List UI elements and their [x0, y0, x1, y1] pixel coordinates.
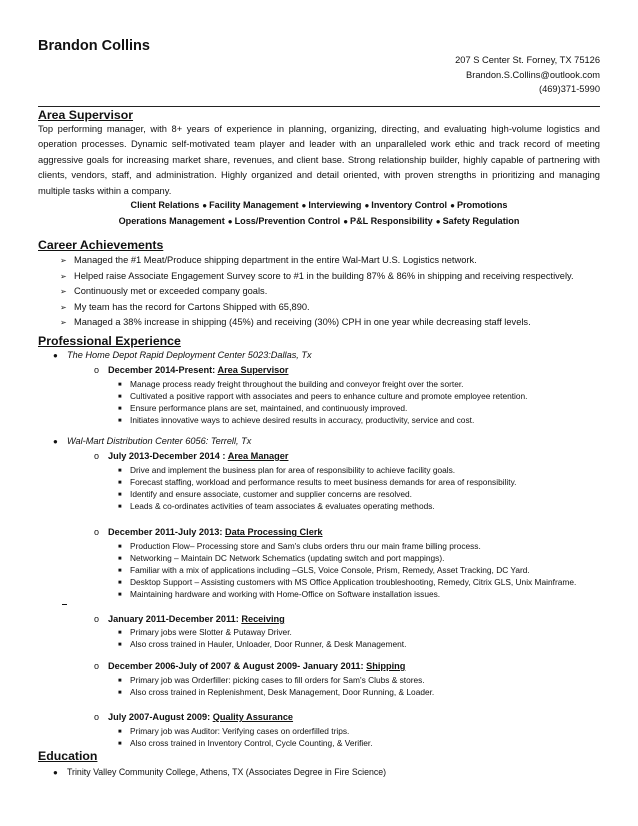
bullet-icon: ● [343, 217, 349, 226]
square-bullet-icon: ■ [118, 504, 122, 510]
task-text: Drive and implement the business plan for area of responsibility to achieve facility goals. [130, 465, 456, 475]
square-bullet-icon: ■ [118, 568, 122, 574]
task-text: Cultivated a positive rapport with associates and peers to enhance culture and promote employee retention. [130, 391, 528, 401]
skill: Promotions [456, 200, 508, 210]
circle-bullet-icon: o [94, 712, 100, 722]
skill: Facility Management [209, 200, 299, 210]
square-bullet-icon: ■ [118, 492, 122, 498]
task-item [118, 687, 434, 697]
role-quality-assurance [94, 712, 293, 722]
bullet-icon: ● [53, 437, 58, 446]
achievement-item [60, 286, 267, 296]
bullet-icon: ● [364, 201, 370, 210]
achievement-text: Managed a 38% increase in shipping (45%) and receiving (30%) CPH in one year while decreasing staff levels. [74, 317, 531, 327]
square-bullet-icon: ■ [118, 418, 122, 424]
task-item [118, 477, 516, 487]
arrow-bullet-icon: ➢ [60, 287, 67, 296]
achievement-item [60, 271, 574, 281]
square-bullet-icon: ■ [118, 741, 122, 747]
task-text: Initiates innovative ways to achieve desired results in accuracy, productivity, service and cost. [130, 415, 475, 425]
square-bullet-icon: ■ [118, 544, 122, 550]
task-text: Production Flow– Processing store and Sam's clubs orders thru our main frame billing process. [130, 541, 481, 551]
task-item [118, 501, 435, 511]
task-text: Leads & co-ordinates activities of team associates & evaluates operating methods. [130, 501, 435, 511]
task-text: Ensure performance plans are set, maintained, and continuously improved. [130, 403, 408, 413]
role-dates: July 2013-December 2014 : [108, 451, 226, 461]
phone: (469)371-5990 [539, 84, 600, 94]
square-bullet-icon: ■ [118, 468, 122, 474]
task-text: Also cross trained in Replenishment, Desk Management, Door Running, & Loader. [130, 687, 435, 697]
square-bullet-icon: ■ [118, 630, 122, 636]
bullet-icon: ● [227, 217, 233, 226]
circle-bullet-icon: o [94, 661, 100, 671]
education-heading: Education [38, 749, 98, 763]
square-bullet-icon: ■ [118, 480, 122, 486]
task-item [118, 639, 406, 649]
task-item [118, 726, 349, 736]
task-item [118, 627, 292, 637]
role-area-supervisor [94, 365, 288, 375]
education-text: Trinity Valley Community College, Athens, TX (Associates Degree in Fire Science) [67, 767, 387, 777]
arrow-bullet-icon: ➢ [60, 256, 67, 265]
square-bullet-icon: ■ [118, 642, 122, 648]
achievement-text: Helped raise Associate Engagement Survey score to #1 in the building 87% & 86% in shipping and receiving respectively. [74, 271, 574, 281]
task-item [118, 553, 444, 563]
role-dates: December 2006-July of 2007 & August 2009- January 2011: [108, 661, 364, 671]
achievements-heading: Career Achievements [38, 238, 164, 252]
skill: Interviewing [308, 200, 362, 210]
role-dates: December 2014-Present: [108, 365, 216, 375]
task-item [118, 541, 481, 551]
task-text: Also cross trained in Hauler, Unloader, Door Runner, & Desk Management. [130, 639, 407, 649]
skills-row-2 [38, 216, 600, 226]
square-bullet-icon: ■ [118, 580, 122, 586]
achievement-item [60, 317, 531, 327]
task-text: Primary jobs were Slotter & Putaway Driver. [130, 627, 292, 637]
square-bullet-icon: ■ [118, 690, 122, 696]
square-bullet-icon: ■ [118, 678, 122, 684]
arrow-bullet-icon: ➢ [60, 318, 67, 327]
circle-bullet-icon: o [94, 614, 100, 624]
skill: Safety Regulation [442, 216, 520, 226]
task-item [118, 565, 530, 575]
candidate-name: Brandon Collins [38, 38, 150, 54]
square-bullet-icon: ■ [118, 406, 122, 412]
task-text: Primary job was Auditor: Verifying cases on orderfilled trips. [130, 726, 350, 736]
role-title: Data Processing Clerk [224, 527, 323, 537]
summary-heading: Area Supervisor [38, 108, 134, 122]
role-title: Shipping [366, 661, 406, 671]
employer-text: Wal-Mart Distribution Center 6056: Terrell, Tx [67, 436, 252, 446]
role-shipping [94, 661, 405, 671]
task-text: Networking – Maintain DC Network Schematics (updating switch and port mappings). [130, 553, 445, 563]
task-text: Identify and ensure associate, customer and supplier concerns are resolved. [130, 489, 412, 499]
divider-summary [38, 106, 600, 107]
square-bullet-icon: ■ [118, 592, 122, 598]
skill: Client Relations [130, 200, 200, 210]
achievement-text: Managed the #1 Meat/Produce shipping department in the entire Wal-Mart U.S. Logistics network. [74, 255, 477, 265]
task-item [118, 391, 528, 401]
task-text: Manage process ready freight throughout the building and conveyor freight over the sorter. [130, 379, 464, 389]
circle-bullet-icon: o [94, 527, 100, 537]
task-item [118, 415, 474, 425]
task-text: Maintaining hardware and working with Home-Office on Software installation issues. [130, 589, 441, 599]
square-bullet-icon: ■ [118, 382, 122, 388]
square-bullet-icon: ■ [118, 729, 122, 735]
role-title: Quality Assurance [212, 712, 294, 722]
circle-bullet-icon: o [94, 451, 100, 461]
role-area-manager [94, 451, 288, 461]
bullet-icon: ● [202, 201, 208, 210]
achievement-item [60, 302, 310, 312]
bullet-icon: ● [53, 768, 58, 777]
education-item [53, 767, 386, 777]
task-item [118, 738, 373, 748]
achievement-item [60, 255, 477, 265]
arrow-bullet-icon: ➢ [60, 272, 67, 281]
address: 207 S Center St. Forney, TX 75126 [455, 55, 600, 65]
role-dates: July 2007-August 2009: [108, 712, 211, 722]
skill: Inventory Control [371, 200, 448, 210]
bullet-icon: ● [53, 351, 58, 360]
employer-text: The Home Depot Rapid Deployment Center 5023:Dallas, Tx [67, 350, 312, 360]
task-item [118, 465, 455, 475]
task-item [118, 489, 412, 499]
employer-home-depot [53, 350, 312, 360]
role-title: Area Manager [227, 451, 289, 461]
task-text: Forecast staffing, workload and performance results to meet business demands for area of responsibility. [130, 477, 517, 487]
task-item [118, 577, 576, 587]
bullet-icon: ● [450, 201, 455, 210]
task-item [118, 379, 464, 389]
task-text: Familiar with a mix of applications including –GLS, Voice Console, Prism, Remedy, Asset Tracking, DC Yard. [130, 565, 530, 575]
square-bullet-icon: ■ [118, 556, 122, 562]
task-item [118, 589, 440, 599]
contact-block [455, 53, 600, 97]
stray-mark [62, 604, 67, 605]
square-bullet-icon: ■ [118, 394, 122, 400]
task-text: Desktop Support – Assisting customers with MS Office Application troubleshooting, Remedy, Citrix GLS, Unix Mainframe. [130, 577, 577, 587]
summary-text: Top performing manager, with 8+ years of experience in planning, organizing, directing, and evaluating high-volume logistics and operation processes. Dynamic self-motivated team player and leader with an unparalleled work ethic and track record of meeting aggressive goals for increasing market share, revenues, and client base. Strong relationship builder, highly capable of partnering with clients, vendors, staff, and administration. Highly organized and detail oriented, with proven strengths in prioritizing and managing multiple tasks within a company. [38, 124, 600, 196]
skill: P&L Responsibility [350, 216, 433, 226]
skill: Operations Management [118, 216, 225, 226]
achievement-text: My team has the record for Cartons Shipped with 65,890. [74, 302, 310, 312]
bullet-icon: ● [301, 201, 307, 210]
role-receiving [94, 614, 285, 624]
bullet-icon: ● [435, 217, 441, 226]
role-title: Receiving [241, 614, 285, 624]
role-title: Area Supervisor [217, 365, 289, 375]
task-text: Primary job was Orderfiller: picking cases to fill orders for Sam's Clubs & stores. [130, 675, 425, 685]
role-dates: January 2011-December 2011: [108, 614, 239, 624]
role-data-processing-clerk [94, 527, 323, 537]
achievement-text: Continuously met or exceeded company goals. [74, 286, 268, 296]
role-dates: December 2011-July 2013: [108, 527, 223, 537]
experience-heading: Professional Experience [38, 334, 181, 348]
skill: Loss/Prevention Control [234, 216, 341, 226]
circle-bullet-icon: o [94, 365, 100, 375]
skills-row-1 [38, 200, 600, 210]
employer-wal-mart [53, 436, 251, 446]
email: Brandon.S.Collins@outlook.com [466, 69, 600, 80]
task-item [118, 403, 407, 413]
task-text: Also cross trained in Inventory Control, Cycle Counting, & Verifier. [130, 738, 373, 748]
task-item [118, 675, 425, 685]
arrow-bullet-icon: ➢ [60, 303, 67, 312]
